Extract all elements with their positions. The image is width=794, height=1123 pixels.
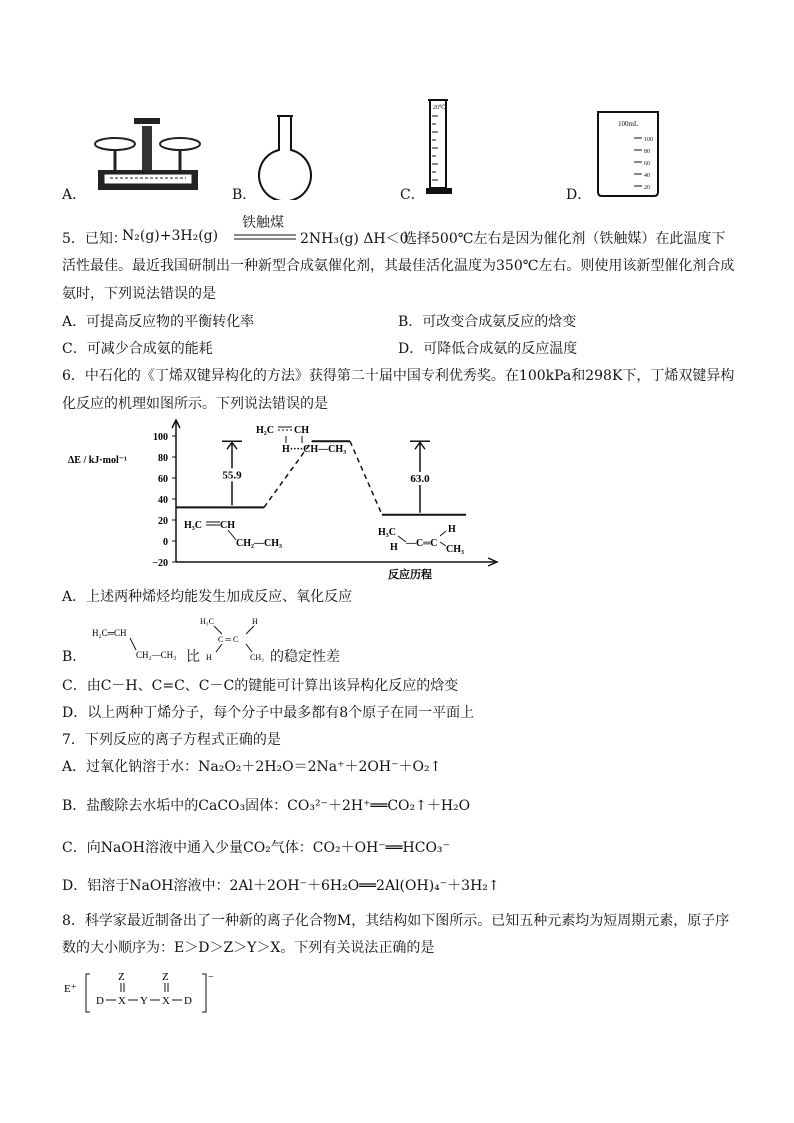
q7-option-c: C．向NaOH溶液中通入少量CO₂气体：CO₂＋OH⁻══HCO₃⁻ [62, 840, 450, 856]
q7-option-a: A．过氧化钠溶于水：Na₂O₂＋2H₂O＝2Na⁺＋2OH⁻＋O₂↑ [62, 759, 442, 775]
q6-option-b-compare: 比 [186, 649, 200, 665]
svg-text:—C═C: —C═C [406, 538, 438, 549]
q4-label-d: D． [566, 187, 592, 203]
svg-text:H: H [448, 524, 456, 535]
q6-line1: 6．中石化的《丁烯双键异构化的方法》获得第二十届中国专利优秀奖。在100kPa和298K下，丁烯双键异构 [62, 368, 735, 384]
beaker-tick: 20 [644, 185, 650, 191]
q6-option-b-end: 的稳定性差 [270, 649, 340, 665]
svg-text:H₃C: H₃C [200, 617, 214, 626]
q5-line3: 氨时，下列说法错误的是 [62, 286, 216, 302]
q7-option-d: D．铝溶于NaOH溶液中：2Al＋2OH⁻＋6H₂O══2Al(OH)₄⁻＋3H₂↑ [62, 878, 500, 894]
y-tick-label: 20 [158, 516, 168, 527]
cation-label: E⁺ [64, 983, 77, 995]
q5-equation-left: N₂(g)+3H₂(g) [122, 228, 219, 244]
beaker-tick: 40 [644, 173, 650, 179]
svg-text:CH₂—CH₃: CH₂—CH₃ [236, 538, 282, 549]
svg-text:H₂C: H₂C [256, 425, 274, 436]
y-tick-label: 100 [153, 432, 168, 443]
atom-y: Y [140, 995, 148, 1007]
svg-text:CH₂—CH₃: CH₂—CH₃ [136, 650, 177, 660]
q6-option-b-label: B． [62, 649, 87, 665]
round-bottom-flask-image [255, 114, 315, 200]
q5-prefix: 5．已知： [62, 231, 127, 247]
balance-scale-image [90, 118, 205, 198]
q8-line2: 数的大小顺序为：E＞D＞Z＞Y＞X。下列有关说法正确的是 [62, 940, 435, 956]
beaker-image [594, 108, 664, 200]
svg-text:CH: CH [294, 425, 309, 436]
atom-z1: Z [118, 971, 125, 983]
energy-profile-chart [60, 418, 510, 583]
svg-text:H····CH—CH₃: H····CH—CH₃ [282, 444, 347, 455]
q6-option-c: C．由C－H、C=C、C－C的键能可计算出该异构化反应的焓变 [62, 678, 459, 694]
atom-z2: Z [162, 971, 169, 983]
q6-line2: 化反应的机理如图所示。下列说法错误的是 [62, 396, 328, 412]
q6-option-a: A．上述两种烯烃均能发生加成反应、氧化反应 [62, 589, 353, 605]
reaction-arrow [234, 233, 298, 241]
q7-title: 7．下列反应的离子方程式正确的是 [62, 732, 281, 748]
molecule-2-butene [198, 614, 270, 664]
y-tick-label: −20 [152, 558, 168, 569]
x-axis-label: 反应历程 [388, 569, 432, 581]
beaker-tick: 100 [644, 137, 653, 143]
q6-option-d: D．以上两种丁烯分子，每个分子中最多都有8个原子在同一平面上 [62, 705, 475, 721]
y-tick-label: 80 [158, 453, 168, 464]
beaker-tick: 60 [644, 161, 650, 167]
y-ticks [152, 432, 176, 569]
molecule-1-butene [90, 624, 190, 666]
q4-label-c: C． [400, 187, 425, 203]
svg-text:H: H [390, 542, 398, 553]
svg-text:CH₃: CH₃ [250, 653, 264, 662]
atom-d2: D [184, 995, 192, 1007]
y-tick-label: 60 [158, 474, 168, 485]
svg-text:H₂C═CH: H₂C═CH [92, 628, 127, 638]
q5-option-a: A．可提高反应物的平衡转化率 [62, 314, 255, 330]
q7-option-b: B．盐酸除去水垢中的CaCO₃固体：CO₃²⁻＋2H⁺══CO₂↑＋H₂O [62, 798, 471, 814]
q5-equation-right: 2NH₃(g) ΔH＜0 [300, 231, 409, 247]
svg-text:CH₃: CH₃ [446, 544, 464, 555]
q8-line1: 8．科学家最近制备出了一种新的离子化合物M，其结构如下图所示。已知五种元素均为短周期元素，原子序 [62, 913, 730, 929]
atom-x1: X [118, 995, 126, 1007]
svg-text:C ═ C: C ═ C [218, 635, 239, 644]
svg-text:H₃C: H₃C [184, 520, 202, 531]
atom-d1: D [96, 995, 104, 1007]
q5-option-d: D．可降低合成氨的反应温度 [398, 341, 578, 357]
activation-energy-label-1: 63.0 [410, 473, 430, 485]
graduated-cylinder-image [424, 96, 454, 196]
q5-line2: 活性最佳。最近我国研制出一种新型合成氨催化剂，其最佳活化温度为350℃左右。则使用该新型催化剂合成 [62, 258, 735, 274]
ionic-compound-structure [60, 966, 230, 1016]
anion-charge: − [208, 972, 214, 983]
q5-line1-rest: 选择500℃左右是因为催化剂（铁触媒）在此温度下 [403, 231, 726, 247]
y-tick-label: 40 [158, 495, 168, 506]
q5-catalyst: 铁触煤 [242, 215, 284, 231]
atom-x2: X [162, 995, 170, 1007]
pathway-connector-1 [350, 441, 382, 515]
svg-text:CH: CH [220, 520, 235, 531]
cylinder-label: 20℃ [433, 105, 446, 111]
svg-text:H₃C: H₃C [378, 527, 396, 538]
activation-energy-label-0: 55.9 [222, 469, 242, 482]
svg-text:H: H [206, 653, 212, 662]
q4-label-b: B． [232, 187, 257, 203]
beaker-label: 100mL [618, 120, 639, 128]
q5-option-b: B．可改变合成氨反应的焓变 [398, 314, 577, 330]
y-axis-label: ΔE / kJ·mol⁻¹ [68, 455, 127, 466]
svg-text:H: H [252, 617, 258, 626]
q4-label-a: A． [62, 187, 87, 203]
beaker-tick: 80 [644, 149, 650, 155]
y-tick-label: 0 [163, 537, 168, 548]
q5-option-c: C．可减少合成氨的能耗 [62, 341, 213, 357]
